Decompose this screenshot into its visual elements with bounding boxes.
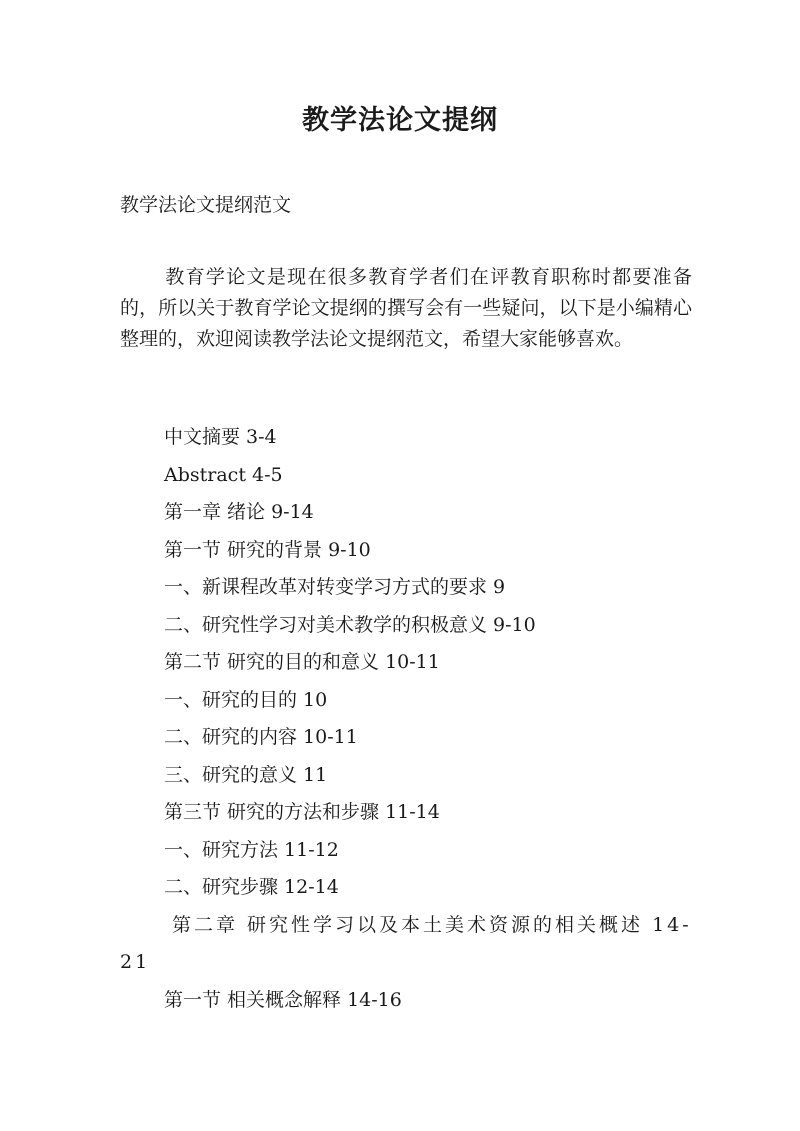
toc-item: 二、研究性学习对美术教学的积极意义 9-10	[164, 613, 536, 636]
intro-paragraph	[120, 262, 692, 355]
toc-item: 二、研究步骤 12-14	[164, 876, 339, 898]
toc-item: 第二节 研究的目的和意义 10-11	[164, 651, 440, 673]
table-of-contents	[120, 419, 692, 1019]
toc-item: 一、研究方法 11-12	[164, 838, 339, 861]
toc-item: 第二章 研究性学习以及本土美术资源的相关概述 14-21	[120, 913, 692, 973]
toc-item: 第一章 绪论 9-14	[164, 501, 314, 523]
toc-item: 中文摘要 3-4	[164, 426, 277, 448]
toc-item: 一、新课程改革对转变学习方式的要求 9	[164, 576, 506, 598]
toc-item: 三、研究的意义 11	[164, 763, 328, 786]
toc-item: 第一节 相关概念解释 14-16	[164, 988, 402, 1011]
document-subtitle: 教学法论文提纲范文	[120, 194, 292, 216]
toc-item: 第三节 研究的方法和步骤 11-14	[164, 801, 440, 823]
intro-text: 教育学论文是现在很多教育学者们在评教育职称时都要准备的，所以关于教育学论文提纲的撰写会有一些疑问，以下是小编精心整理的，欢迎阅读教学法论文提纲范文，希望大家能够喜欢。	[120, 266, 692, 350]
document-title: 教学法论文提纲	[302, 105, 498, 136]
toc-item: 二、研究的内容 10-11	[164, 726, 358, 748]
toc-item: 一、研究的目的 10	[164, 688, 328, 711]
toc-item: Abstract 4-5	[164, 463, 283, 486]
toc-item: 第一节 研究的背景 9-10	[164, 538, 371, 561]
